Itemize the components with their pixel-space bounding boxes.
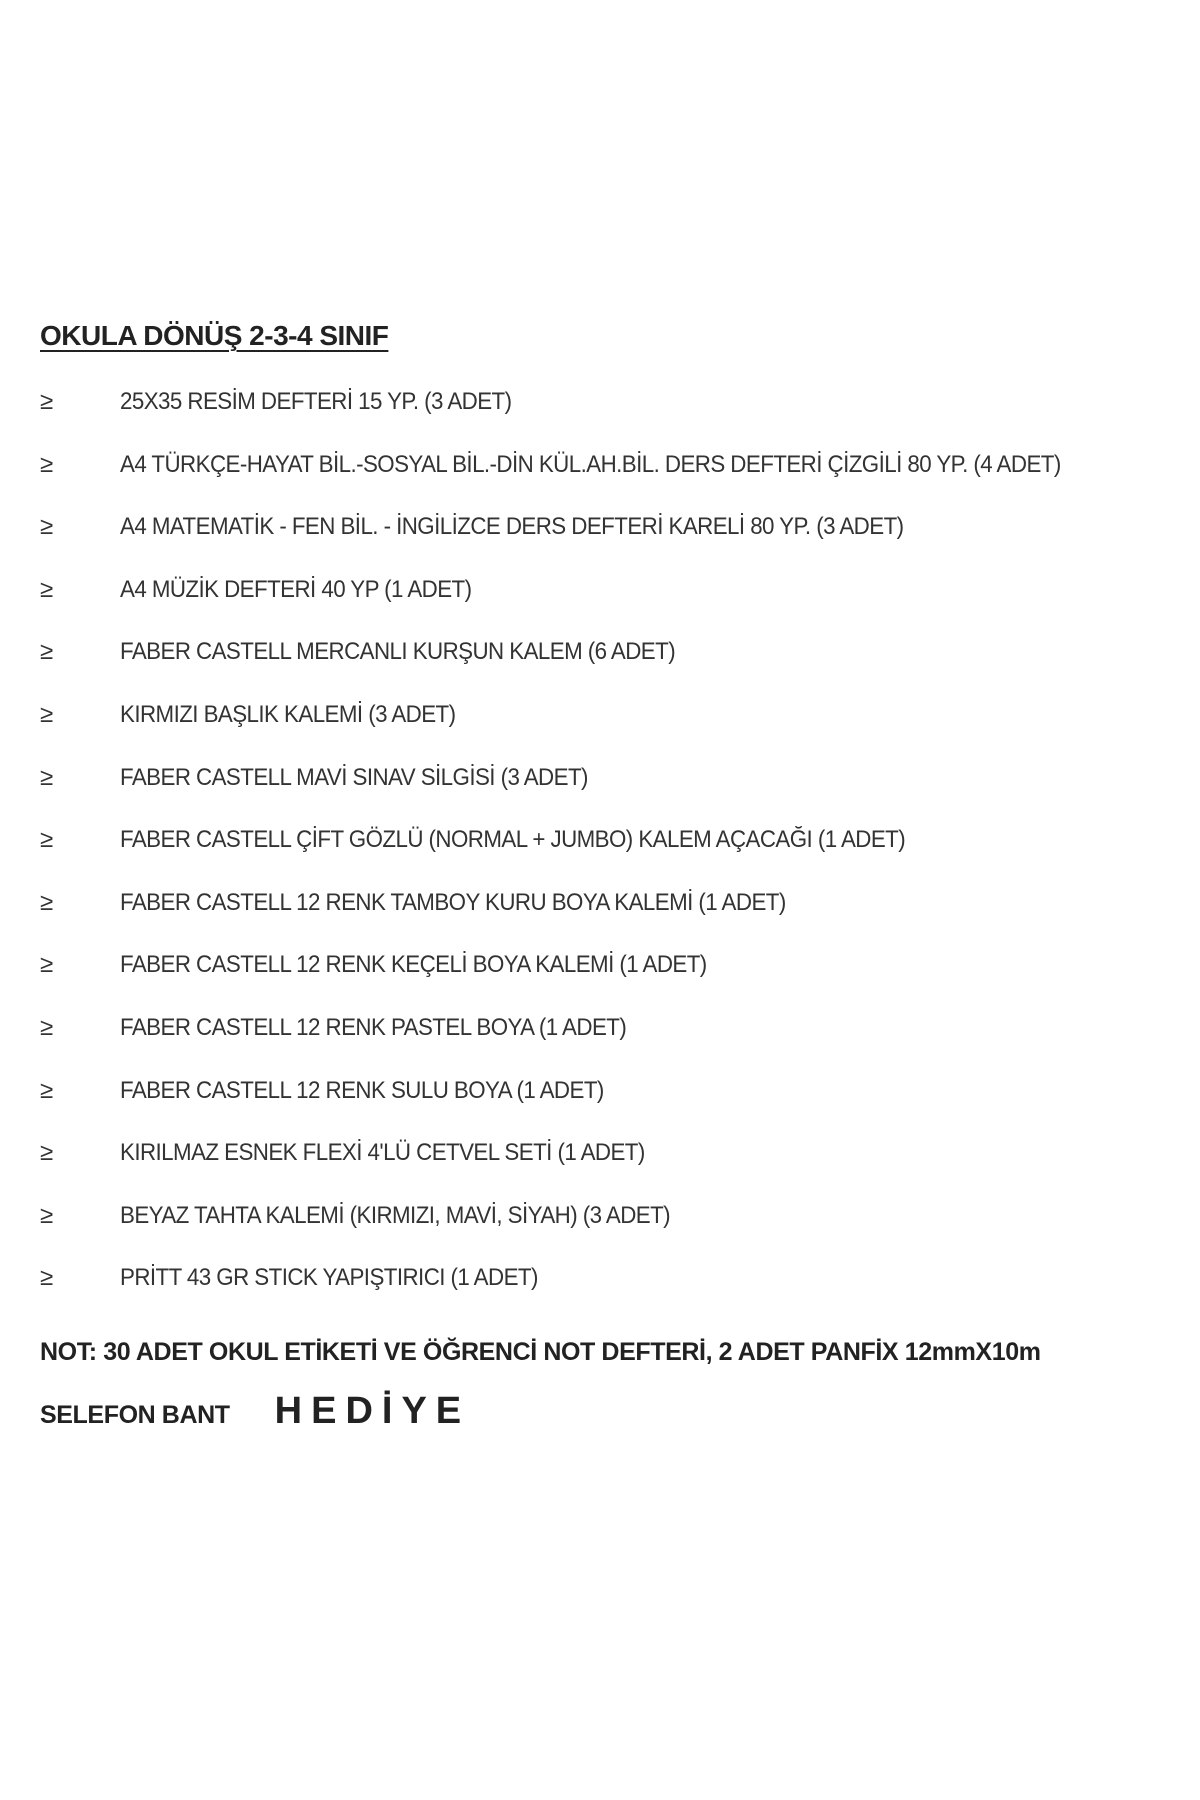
bullet-symbol: ≥ bbox=[40, 951, 54, 979]
gift-label: HEDİYE bbox=[274, 1390, 471, 1432]
bullet-symbol: ≥ bbox=[40, 1013, 54, 1041]
list-item bbox=[40, 1202, 1190, 1265]
list-item bbox=[40, 951, 1190, 1014]
note-line-1: NOT: 30 ADET OKUL ETİKETİ VE ÖĞRENCİ NOT DEFTERİ, 2 ADET PANFİX 12mmX10m bbox=[40, 1338, 1041, 1366]
list-item bbox=[40, 1139, 1190, 1202]
list-item-text: KIRMIZI BAŞLIK KALEMİ (3 ADET) bbox=[120, 700, 456, 728]
list-item-text: FABER CASTELL 12 RENK SULU BOYA (1 ADET) bbox=[120, 1076, 604, 1104]
bullet-symbol: ≥ bbox=[40, 763, 54, 791]
note-line-2 bbox=[40, 1390, 470, 1433]
list-item-text: A4 TÜRKÇE-HAYAT BİL.-SOSYAL BİL.-DİN KÜL.AH.BİL. DERS DEFTERİ ÇİZGİLİ 80 YP. (4 ADET) bbox=[120, 450, 1061, 478]
bullet-symbol: ≥ bbox=[40, 1264, 54, 1292]
list-item-text: KIRILMAZ ESNEK FLEXİ 4'LÜ CETVEL SETİ (1 ADET) bbox=[120, 1139, 645, 1167]
list-item bbox=[40, 576, 1190, 639]
list-item-text: FABER CASTELL 12 RENK TAMBOY KURU BOYA KALEMİ (1 ADET) bbox=[120, 888, 786, 916]
note-line-2-text: SELEFON BANT bbox=[40, 1401, 230, 1429]
list-item bbox=[40, 388, 1190, 451]
list-item-text: FABER CASTELL MAVİ SINAV SİLGİSİ (3 ADET) bbox=[120, 763, 588, 791]
list-item bbox=[40, 1077, 1190, 1140]
list-item-text: FABER CASTELL ÇİFT GÖZLÜ (NORMAL + JUMBO) KALEM AÇACAĞI (1 ADET) bbox=[120, 826, 906, 854]
list-item bbox=[40, 764, 1190, 827]
bullet-symbol: ≥ bbox=[40, 700, 54, 728]
list-item-text: BEYAZ TAHTA KALEMİ (KIRMIZI, MAVİ, SİYAH) (3 ADET) bbox=[120, 1201, 671, 1229]
list-item bbox=[40, 889, 1190, 952]
bullet-symbol: ≥ bbox=[40, 1076, 54, 1104]
list-item bbox=[40, 513, 1190, 576]
list-item-text: FABER CASTELL 12 RENK KEÇELİ BOYA KALEMİ (1 ADET) bbox=[120, 951, 707, 979]
bullet-symbol: ≥ bbox=[40, 638, 54, 666]
list-item-text: 25X35 RESİM DEFTERİ 15 YP. (3 ADET) bbox=[120, 388, 512, 415]
bullet-symbol: ≥ bbox=[40, 575, 54, 603]
list-item-text: A4 MATEMATİK - FEN BİL. - İNGİLİZCE DERS DEFTERİ KARELİ 80 YP. (3 ADET) bbox=[120, 513, 904, 541]
bullet-symbol: ≥ bbox=[40, 826, 54, 854]
bullet-symbol: ≥ bbox=[40, 888, 54, 916]
page-title: OKULA DÖNÜŞ 2-3-4 SINIF bbox=[40, 320, 389, 351]
list-item-text: A4 MÜZİK DEFTERİ 40 YP (1 ADET) bbox=[120, 575, 472, 603]
bullet-symbol: ≥ bbox=[40, 1201, 54, 1229]
bullet-symbol: ≥ bbox=[40, 388, 54, 415]
supply-list bbox=[40, 388, 1190, 1327]
list-item bbox=[40, 826, 1190, 889]
list-item bbox=[40, 1264, 1190, 1327]
bullet-symbol: ≥ bbox=[40, 450, 54, 478]
list-item-text: PRİTT 43 GR STICK YAPIŞTIRICI (1 ADET) bbox=[120, 1264, 538, 1292]
bullet-symbol: ≥ bbox=[40, 513, 54, 541]
list-item-text: FABER CASTELL MERCANLI KURŞUN KALEM (6 ADET) bbox=[120, 638, 676, 666]
list-item-text: FABER CASTELL 12 RENK PASTEL BOYA (1 ADET) bbox=[120, 1013, 627, 1041]
list-item bbox=[40, 638, 1190, 701]
list-item bbox=[40, 451, 1190, 514]
list-item bbox=[40, 701, 1190, 764]
bullet-symbol: ≥ bbox=[40, 1139, 54, 1167]
list-item bbox=[40, 1014, 1190, 1077]
